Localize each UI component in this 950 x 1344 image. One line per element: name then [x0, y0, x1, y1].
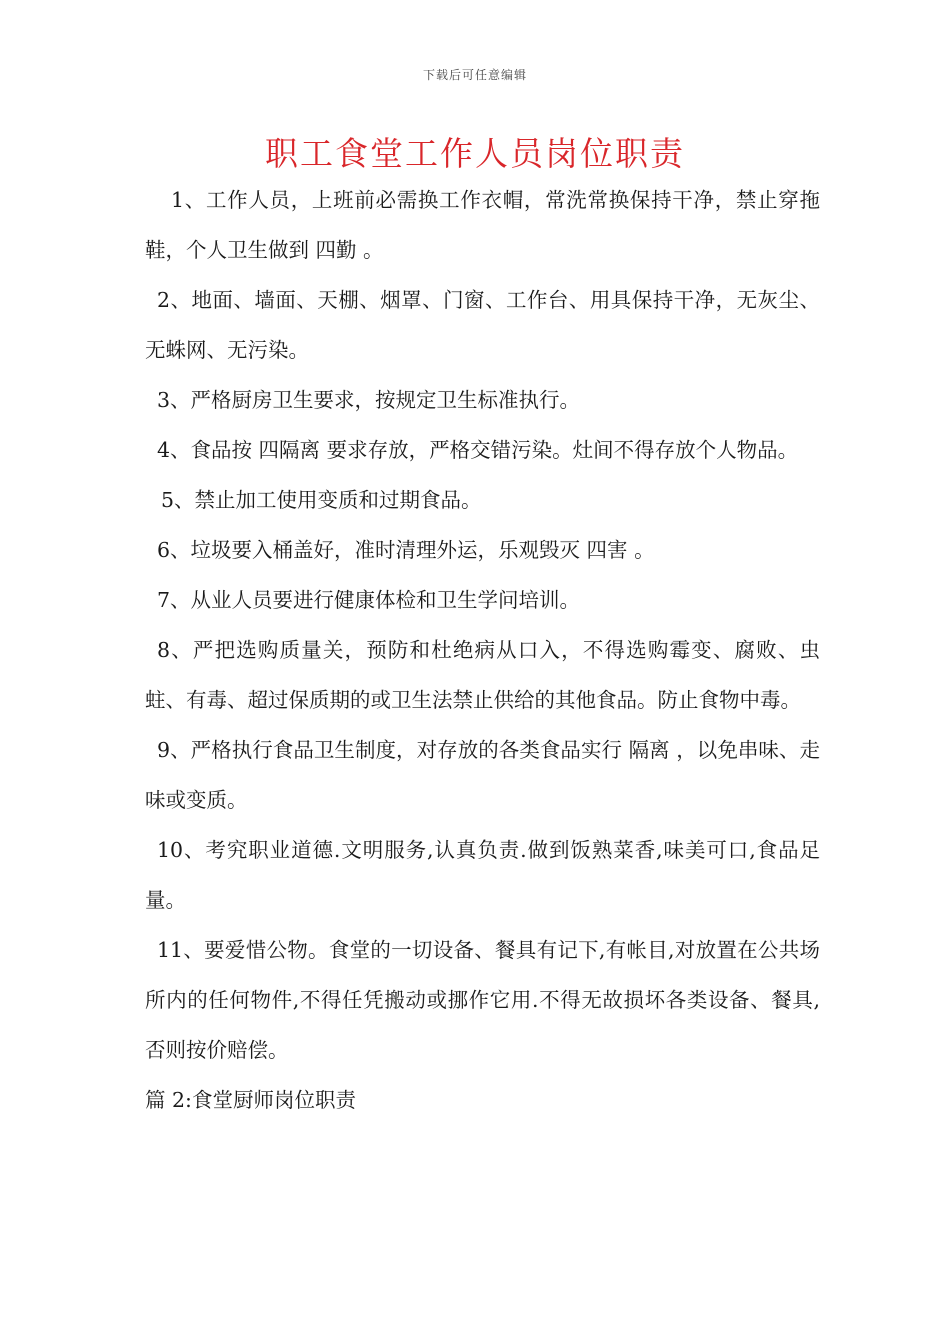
paragraph-8: 8、严把选购质量关，预防和杜绝病从口入，不得选购霉变、腐败、虫蛀、有毒、超过保质期的或卫生法禁止供给的其他食品。防止食物中毒。 — [145, 638, 820, 712]
paragraph-2: 2、地面、墙面、天棚、烟罩、门窗、工作台、用具保持干净，无灰尘、无蛛网、无污染。 — [145, 288, 820, 362]
paragraph-11: 11、要爱惜公物。食堂的一切设备、餐具有记下,有帐目,对放置在公共场所内的任何物件,不得任凭搬动或挪作它用.不得无故损坏各类设备、餐具,否则按价赔偿。 — [145, 938, 820, 1062]
paragraph-9: 9、严格执行食品卫生制度，对存放的各类食品实行 隔离 ，以免串味、走味或变质。 — [145, 738, 820, 812]
section-title: 篇 2:食堂厨师岗位职责 — [145, 1088, 356, 1112]
document-body — [145, 175, 820, 1125]
paragraph-6: 6、垃圾要入桶盖好，准时清理外运，乐观毁灭 四害 。 — [157, 538, 655, 562]
paragraph-4: 4、食品按 四隔离 要求存放，严格交错污染。灶间不得存放个人物品。 — [157, 438, 799, 462]
paragraph-5: 5、禁止加工使用变质和过期食品。 — [161, 488, 482, 512]
paragraph-1: 1、工作人员，上班前必需换工作衣帽，常洗常换保持干净，禁止穿拖鞋，个人卫生做到 四勤 。 — [145, 188, 820, 262]
document-title: 职工食堂工作人员岗位职责 — [265, 134, 685, 173]
paragraph-7: 7、从业人员要进行健康体检和卫生学问培训。 — [157, 588, 581, 612]
header-note: 下载后可任意编辑 — [422, 68, 527, 82]
paragraph-10: 10、考究职业道德.文明服务,认真负责.做到饭熟菜香,味美可口,食品足量。 — [145, 838, 820, 912]
paragraph-3: 3、严格厨房卫生要求，按规定卫生标准执行。 — [157, 388, 581, 412]
